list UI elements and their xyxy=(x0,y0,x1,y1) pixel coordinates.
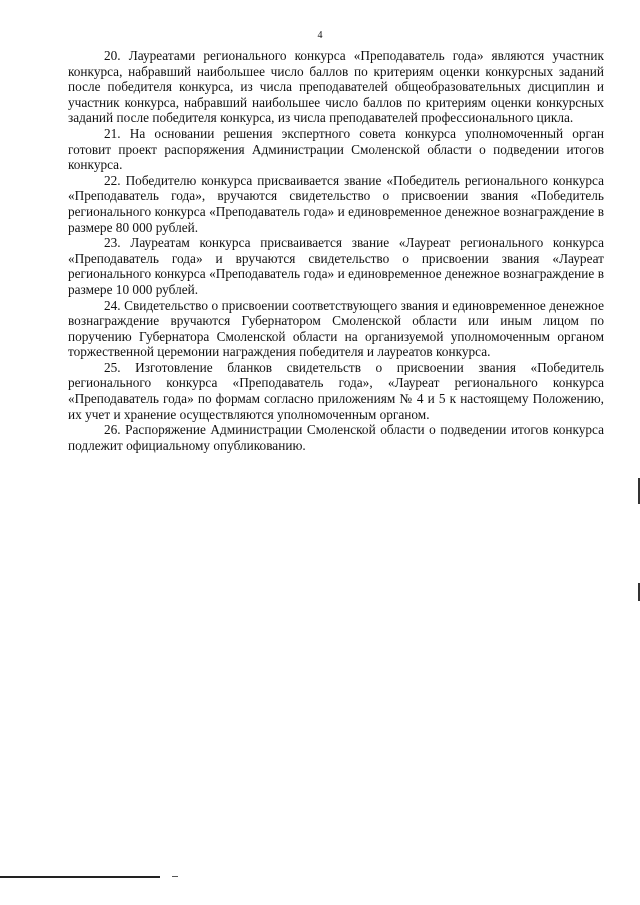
paragraph-26: 26. Распоряжение Администрации Смоленской области о подведении итогов конкурса подлежит официальному опубликованию. xyxy=(68,422,604,453)
paragraph-21: 21. На основании решения экспертного совета конкурса уполномоченный орган готовит проект распоряжения Администрации Смоленской области о подведении итогов конкурса. xyxy=(68,125,604,173)
document-body xyxy=(68,48,604,453)
paragraph-23: 23. Лауреатам конкурса присваивается звание «Лауреат регионального конкурса «Преподаватель года» и вручаются свидетельство о присвоении звания «Лауреат регионального конкурса «Преподаватель года» и единовременное денежное вознаграждение в размере 10 000 рублей. xyxy=(68,235,604,297)
footer-dash xyxy=(172,876,178,877)
footer-rule xyxy=(0,876,160,878)
paragraph-25: 25. Изготовление бланков свидетельств о присвоении звания «Победитель регионального конкурса «Преподаватель года», «Лауреат регионального конкурса «Преподаватель года» по формам согласно приложениям № 4 и 5 к настоящему Положению, их учет и хранение осуществляются уполномоченным органом. xyxy=(68,359,604,422)
paragraph-22: 22. Победителю конкурса присваивается звание «Победитель регионального конкурса «Преподаватель года», вручаются свидетельство о присвоении звания «Победитель регионального конкурса «Преподаватель года» и единовременное денежное вознаграждение в размере 80 000 рублей. xyxy=(68,172,604,235)
paragraph-20: 20. Лауреатами регионального конкурса «Преподаватель года» являются участник конкурса, набравший наибольшее число баллов по критериям оценки конкурсных заданий после победителя конкурса, из числа преподавателей общеобразовательных дисциплин и участник конкурса, набравший наибольшее число баллов по критериям оценки конкурсных заданий после победителя конкурса, из числа преподавателей профессионального цикла. xyxy=(68,48,604,126)
paragraph-24: 24. Свидетельство о присвоении соответствующего звания и единовременное денежное вознаграждение вручаются Губернатором Смоленской области или иным лицом по поручению Губернатора Смоленской области на организуемой уполномоченным органом торжественной церемонии награждения победителя и лауреатов конкурса. xyxy=(68,297,604,360)
page-number: 4 xyxy=(317,30,323,41)
